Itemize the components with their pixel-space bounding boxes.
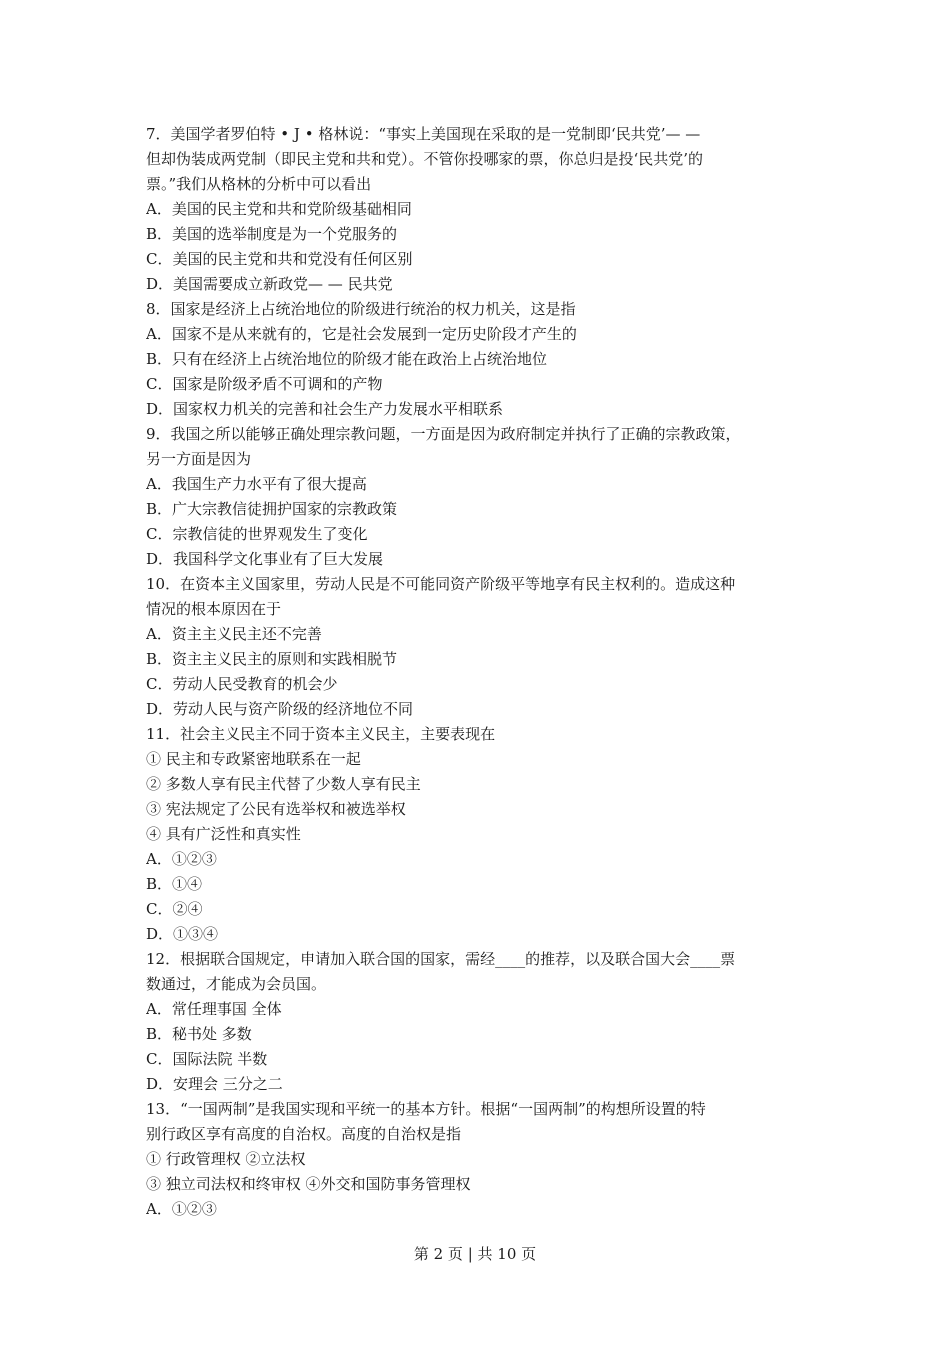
page-footer: 第 2 页 | 共 10 页 [413,1245,537,1263]
text-line: B．秘书处 多数 [146,1025,252,1043]
text-line: B．资主主义民主的原则和实践相脱节 [146,650,398,668]
text-line: 12．根据联合国规定，申请加入联合国的国家，需经____的推荐，以及联合国大会____票 [146,950,736,968]
text-line: 8．国家是经济上占统治地位的阶级进行统治的权力机关，这是指 [146,300,576,318]
text-line: 11．社会主义民主不同于资本主义民主，主要表现在 [146,725,496,743]
text-line: C．国际法院 半数 [146,1050,268,1068]
text-line: B．美国的选举制度是为一个党服务的 [146,225,398,243]
text-line: ④ 具有广泛性和真实性 [146,825,301,843]
text-line: 数通过，才能成为会员国。 [146,975,327,993]
text-line: A．常任理事国 全体 [146,1000,282,1018]
text-line: ③ 宪法规定了公民有选举权和被选举权 [146,800,406,818]
text-line: 13．“一国两制”是我国实现和平统一的基本方针。根据“一国两制”的构想所设置的特 [146,1100,706,1118]
text-line: 另一方面是因为 [146,450,252,468]
text-line: A．国家不是从来就有的，它是社会发展到一定历史阶段才产生的 [146,325,577,343]
text-line: 但却伪装成两党制（即民主党和共和党）。不管你投哪家的票，你总归是投‘民共党’的 [146,150,704,168]
text-line: A．美国的民主党和共和党阶级基础相同 [146,200,412,218]
text-line: A．①②③ [146,1200,217,1218]
text-line: C．美国的民主党和共和党没有任何区别 [146,250,413,268]
text-line: B．只有在经济上占统治地位的阶级才能在政治上占统治地位 [146,350,548,368]
text-line: D．美国需要成立新政党— — 民共党 [146,275,393,293]
text-line: 别行政区享有高度的自治权。高度的自治权是指 [146,1125,462,1143]
text-line: 10．在资本主义国家里，劳动人民是不可能同资产阶级平等地享有民主权利的。造成这种 [146,575,736,593]
text-line: ② 多数人享有民主代替了少数人享有民主 [146,775,421,793]
text-line: C．宗教信徒的世界观发生了变化 [146,525,368,543]
text-line: B．①④ [146,875,203,893]
text-line: 情况的根本原因在于 [146,600,282,618]
text-line: A．①②③ [146,850,217,868]
page-content [146,122,810,1222]
text-line: 7．美国学者罗伯特 • J • 格林说：“事实上美国现在采取的是一党制即‘民共党’— — [146,125,701,143]
text-line: C．②④ [146,900,203,918]
text-line: C．劳动人民受教育的机会少 [146,675,338,693]
text-line: ① 民主和专政紧密地联系在一起 [146,750,361,768]
text-line: A．资主主义民主还不完善 [146,625,322,643]
text-line: A．我国生产力水平有了很大提高 [146,475,367,493]
text-line: D．劳动人民与资产阶级的经济地位不同 [146,700,414,718]
text-line: 票。”我们从格林的分析中可以看出 [146,175,372,193]
text-line: ① 行政管理权 ②立法权 [146,1150,306,1168]
text-line: ③ 独立司法权和终审权 ④外交和国防事务管理权 [146,1175,471,1193]
text-line: D．我国科学文化事业有了巨大发展 [146,550,384,568]
text-line: B．广大宗教信徒拥护国家的宗教政策 [146,500,398,518]
text-line: 9．我国之所以能够正确处理宗教问题，一方面是因为政府制定并执行了正确的宗教政策， [146,425,741,443]
text-line: D．①③④ [146,925,219,943]
text-line: C．国家是阶级矛盾不可调和的产物 [146,375,383,393]
text-line: D．安理会 三分之二 [146,1075,283,1093]
text-line: D．国家权力机关的完善和社会生产力发展水平相联系 [146,400,504,418]
